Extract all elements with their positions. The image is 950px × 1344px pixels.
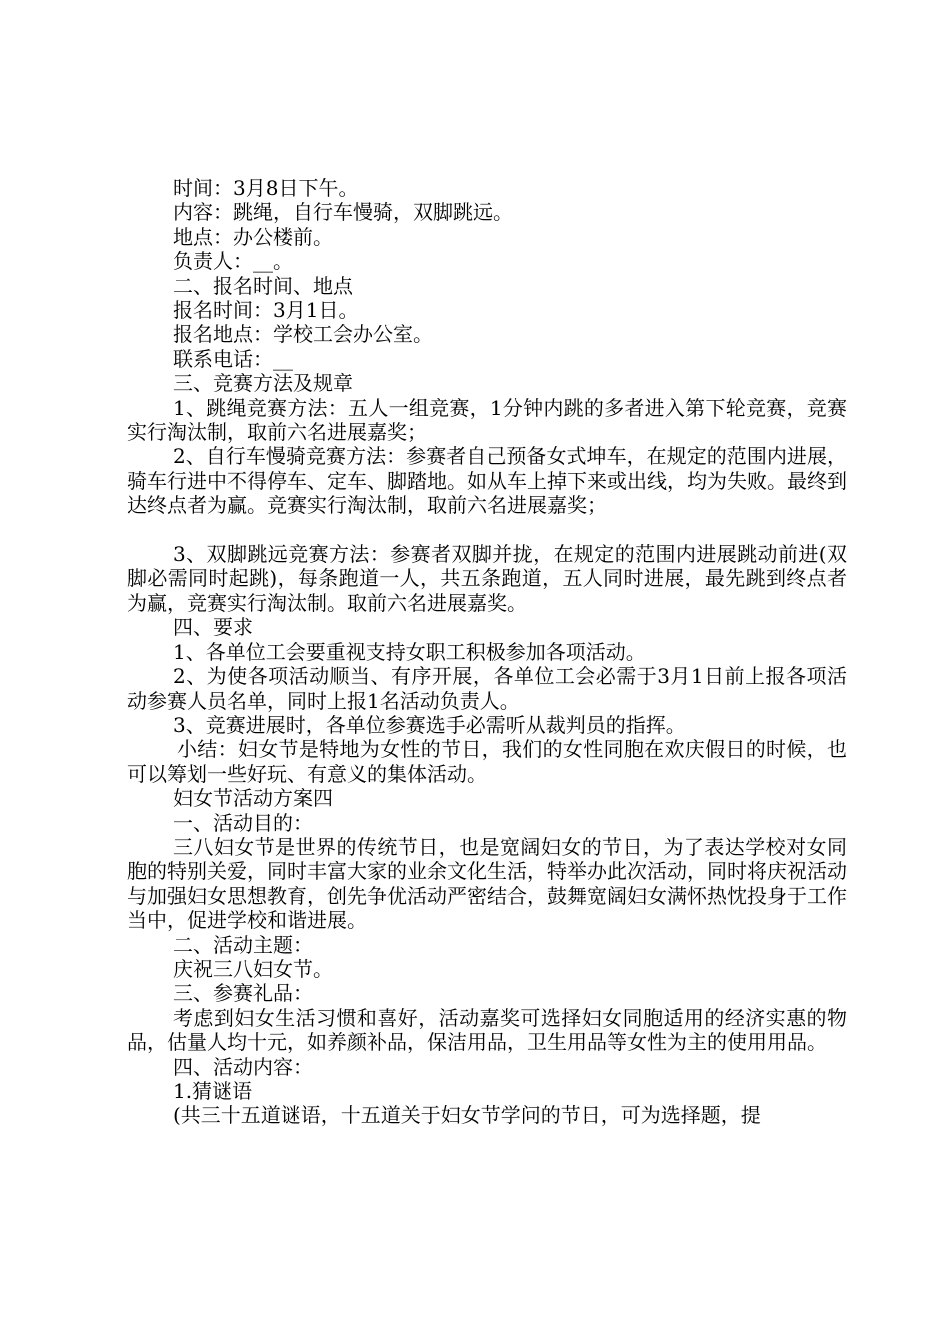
paragraph-riddles-title: 1.猜谜语: [173, 1079, 253, 1104]
paragraph-summary: 小结：妇女节是特地为女性的节日，我们的女性同胞在欢庆假日的时候，也可以筹划一些好玩、有意义的集体活动。: [127, 737, 847, 786]
paragraph-riddles-detail: (共三十五道谜语，十五道关于妇女节学问的节日，可为选择题，提: [173, 1103, 761, 1128]
heading-registration: 二、报名时间、地点: [173, 273, 353, 298]
paragraph-rule-jump-rope: 1、跳绳竞赛方法：五人一组竞赛，1分钟内跳的多者进入第下轮竞赛，竞赛实行淘汰制，取前六名进展嘉奖；: [127, 395, 847, 445]
paragraph-theme: 庆祝三八妇女节。: [173, 956, 333, 981]
paragraph-prizes: 考虑到妇女生活习惯和喜好，活动嘉奖可选择妇女同胞适用的经济实惠的物品，估量人均十元，如养颜补品，保洁用品，卫生用品等女性为主的使用用品。: [127, 1005, 847, 1055]
document-body: [127, 176, 847, 1128]
paragraph-registration-location: 报名地点：学校工会办公室。: [173, 322, 433, 347]
paragraph-requirement-2: 2、为使各项活动顺当、有序开展，各单位工会必需于3月1日前上报各项活动参赛人员名单，同时上报1名活动负责人。: [127, 664, 847, 713]
blank-line: [127, 518, 847, 542]
paragraph-purpose: 三八妇女节是世界的传统节日，也是宽阔妇女的节日，为了表达学校对女同胞的特别关爱，同时丰富大家的业余文化生活，特举办此次活动，同时将庆祝活动与加强妇女思想教育，创先争优活动严密结合，鼓舞宽阔妇女满怀热忱投身于工作当中，促进学校和谐进展。: [127, 834, 847, 933]
heading-prizes: 三、参赛礼品：: [173, 981, 313, 1006]
paragraph-requirement-3: 3、竞赛进展时，各单位参赛选手必需听从裁判员的指挥。: [173, 712, 686, 737]
paragraph-rule-long-jump: 3、双脚跳远竞赛方法：参赛者双脚并拢，在规定的范围内进展跳动前进(双脚必需同时起跳)，每条跑道一人，共五条跑道，五人同时进展，最先跳到终点者为赢，竞赛实行淘汰制。取前六名进展嘉奖。: [127, 542, 847, 615]
paragraph-content: 内容：跳绳，自行车慢骑，双脚跳远。: [173, 200, 513, 225]
heading-requirements: 四、要求: [173, 615, 253, 640]
paragraph-registration-time: 报名时间：3月1日。: [173, 298, 359, 323]
paragraph-person-in-charge: 负责人：__。: [173, 249, 293, 274]
paragraph-contact-phone: 联系电话：__: [173, 346, 293, 371]
paragraph-time: 时间：3月8日下午。: [173, 176, 359, 200]
section-title-plan-four: 妇女节活动方案四: [173, 786, 333, 811]
paragraph-location: 地点：办公楼前。: [173, 224, 333, 249]
paragraph-requirement-1: 1、各单位工会要重视支持女职工积极参加各项活动。: [173, 639, 646, 664]
heading-purpose: 一、活动目的：: [173, 810, 313, 835]
heading-theme: 二、活动主题：: [173, 932, 313, 957]
paragraph-rule-slow-cycling: 2、自行车慢骑竞赛方法：参赛者自己预备女式坤车，在规定的范围内进展，骑车行进中不得停车、定车、脚踏地。如从车上掉下来或出线，均为失败。最终到达终点者为赢。竞赛实行淘汰制，取前六名进展嘉奖；: [127, 444, 847, 518]
heading-competition-rules: 三、竞赛方法及规章: [173, 371, 353, 396]
heading-activity-content: 四、活动内容：: [173, 1054, 313, 1079]
